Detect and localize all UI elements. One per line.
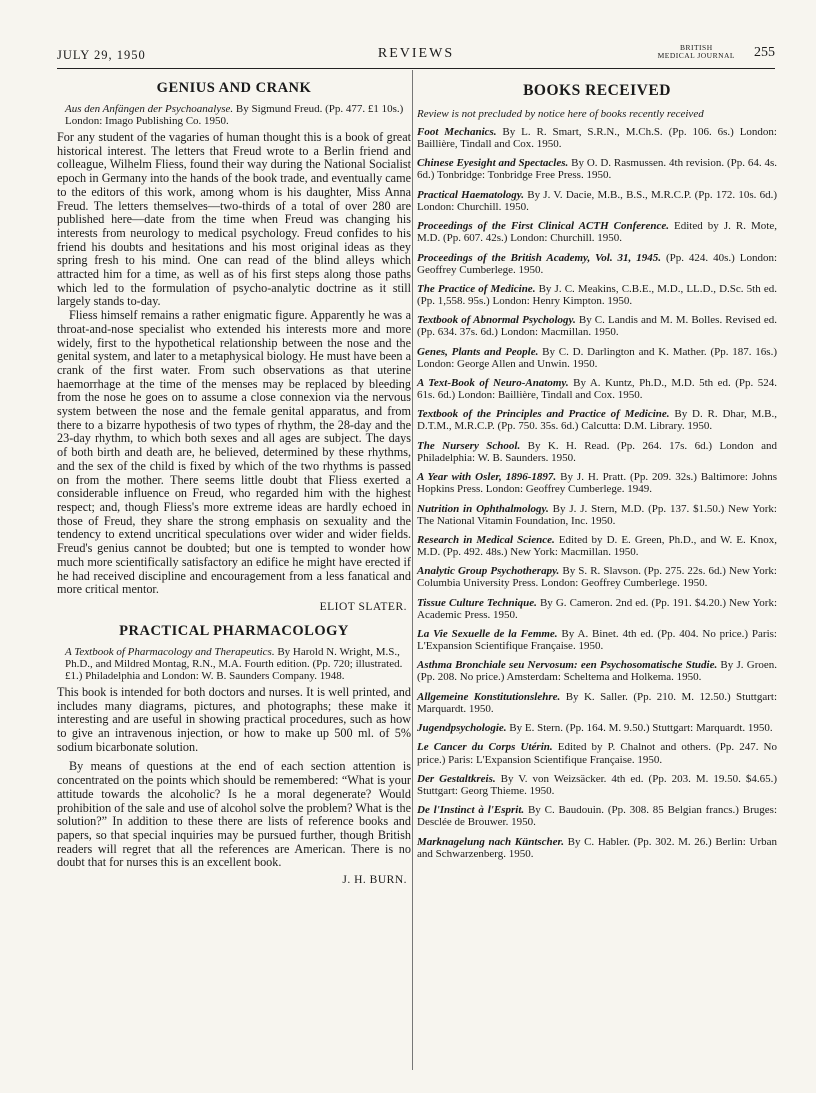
left-column [57, 76, 411, 896]
journal-name-line1: BRITISH [679, 43, 713, 52]
right-column [417, 76, 777, 867]
book-entry-details: By J. J. Stern, M.D. (Pp. 137. $1.50.) New York: The National Vitamin Foundation, Inc. 1950. [417, 502, 777, 527]
review2-paragraph: By means of questions at the end of each section attention is concentrated on the points which should be remembered: “What is your attitude towards the alcoholic? Is he a moral degenerate? Would prohibition of the sale and use of alcohol solve the problem? What is the solution?” In addition to these there are lists of reference books and papers, so that special inquiries may be pursued further, though British readers will regret that all the references are American. There is no doubt that for nurses this is an excellent book. [57, 759, 411, 870]
book-entry-details: By D. R. Dhar, M.B., D.T.M., M.R.C.P. (Pp. 750. 35s. 6d.) Calcutta: D.M. Library. 1950. [417, 408, 777, 433]
book-entry-details: By S. R. Slavson. (Pp. 275. 22s. 6d.) New York: Columbia University Press. London: Geoffrey Cumberlege. 1950. [417, 565, 777, 590]
book-entry [417, 346, 777, 370]
review2-book-details: By Harold N. Wright, M.S., Ph.D., and Mildred Montag, R.N., M.A. Fourth edition. (Pp. 720; illustrated. £1.) Philadelphia and London: W. B. Saunders Company. 1948. [65, 645, 403, 682]
book-entry [417, 408, 777, 432]
book-entry-details: Edited by P. Chalnot and others. (Pp. 247. No price.) Paris: L'Expansion Scientifique Française. 1950. [417, 741, 777, 766]
review1-signature: ELIOT SLATER. [319, 600, 407, 613]
book-entry-details: By C. Baudouin. (Pp. 308. 85 Belgian francs.) Bruges: Desclée de Brouwer. 1950. [417, 804, 777, 829]
book-entry [417, 126, 777, 150]
book-entry [417, 741, 777, 765]
book-entry-title: Der Gestaltkreis. [417, 772, 496, 785]
book-entry-title: La Vie Sexuelle de la Femme. [417, 628, 558, 640]
books-received-note: Review is not precluded by notice here of books recently received [417, 108, 704, 120]
review1-paragraph: For any student of the vagaries of human thought this is a book of great historical interest. The letters that Freud wrote to a Berlin friend and colleague, Wilhelm Fliess, found their way during the National Socialist epoch in Germany into the hands of the book trade, and eventually came to the editors of this work, among whom is his daughter, Miss Anna Freud. The letters themselves—two-thirds of a total of over 280 are published here—date from the time when Freud was changing his interests from neurology to medical psychology. Freud confides to his friend his doubts and hesitations and his most original ideas as they spring fresh to his mind. One can read of the blind alleys which attracted him for a time, as well as of his first steps along those paths which led to the formulation of psycho-analytic doctrine as it still largely stands to-day. [57, 130, 411, 309]
book-entry-details: By J. V. Dacie, M.B., B.S., M.R.C.P. (Pp. 172. 10s. 6d.) London: Churchill. 1950. [417, 188, 777, 213]
section-title: REVIEWS [377, 46, 455, 61]
book-entry-details: By C. Habler. (Pp. 302. M. 26.) Berlin: Urban and Schwarzenberg. 1950. [417, 835, 777, 860]
journal-name-line2: MEDICAL JOURNAL [657, 51, 735, 60]
book-entry-title: Tissue Culture Technique. [417, 596, 537, 609]
book-entry-details: By C. D. Darlington and K. Mather. (Pp. 187. 16s.) London: George Allen and Unwin. 1950. [417, 345, 778, 370]
book-entry [417, 189, 777, 213]
book-entry [417, 283, 777, 307]
book-entry [417, 503, 777, 527]
book-entry-details: By C. Landis and M. M. Bolles. Revised ed. (Pp. 634. 37s. 6d.) London: Macmillan. 1950. [417, 314, 777, 339]
book-entry-details: By A. Kuntz, Ph.D., M.D. 5th ed. (Pp. 524. 61s. 6d.) London: Baillière, Tindall and Cox. 1950. [417, 377, 777, 402]
book-entry-details: By V. von Weizsäcker. 4th ed. (Pp. 203. M. 19.50. $4.65.) Stuttgart: Georg Thieme. 1950. [417, 772, 778, 797]
book-entry [417, 691, 777, 715]
book-entry [417, 471, 777, 495]
book-entry-title: Textbook of Abnormal Psychology. [417, 314, 576, 327]
book-entry [417, 157, 777, 181]
book-entry-details: Edited by J. R. Mote, M.D. (Pp. 607. 42s.) London: Churchill. 1950. [417, 220, 777, 245]
book-entry [417, 804, 777, 828]
book-entry-title: Marknagelung nach Küntscher. [417, 835, 564, 848]
book-entry [417, 314, 777, 338]
journal-name [658, 44, 735, 60]
book-entry-title: Analytic Group Psychotherapy. [417, 565, 560, 578]
book-entry-details: By L. R. Smart, S.R.N., M.Ch.S. (Pp. 106. 6s.) London: Baillière, Tindall and Cox. 1950. [417, 126, 777, 151]
books-received-list [417, 126, 777, 860]
book-entry-details: By K. H. Read. (Pp. 264. 17s. 6d.) London and Philadelphia: W. B. Saunders. 1950. [417, 439, 778, 464]
books-received-heading: BOOKS RECEIVED [523, 82, 671, 99]
book-entry-title: Foot Mechanics. [417, 126, 497, 138]
page-header [57, 44, 775, 68]
review1-heading: GENIUS AND CRANK [156, 80, 312, 96]
book-entry-details: By G. Cameron. 2nd ed. (Pp. 191. $4.20.) New York: Academic Press. 1950. [417, 596, 778, 621]
review2-book-title: A Textbook of Pharmacology and Therapeutics. [65, 645, 275, 658]
book-entry-details: By O. D. Rasmussen. 4th revision. (Pp. 64. 4s. 6d.) Tonbridge: Tonbridge Free Press. 1950. [417, 157, 777, 182]
book-entry [417, 252, 777, 276]
book-entry-title: Allgemeine Konstitutionslehre. [417, 690, 561, 703]
column-divider [412, 70, 413, 1070]
book-entry-details: By J. C. Meakins, C.B.E., M.D., LL.D., D.Sc. 5th ed. (Pp. 1,558. 95s.) London: Henry Kimpton. 1950. [417, 282, 777, 307]
book-entry [417, 628, 777, 652]
book-entry-details: By J. Groen. (Pp. 208. No price.) Amsterdam: Scheltema and Holkema. 1950. [417, 659, 777, 684]
book-entry [417, 440, 777, 464]
review1-bibliography [65, 103, 411, 127]
page-number: 255 [754, 45, 775, 60]
book-entry [417, 836, 777, 860]
book-entry-title: Proceedings of the British Academy, Vol. 31, 1945. [417, 251, 661, 264]
review1-book-details: By Sigmund Freud. (Pp. 477. £1 10s.) London: Imago Publishing Co. 1950. [65, 103, 404, 127]
header-rule [57, 68, 775, 69]
book-entry-title: De l'Instinct à l'Esprit. [417, 804, 525, 817]
book-entry-title: Chinese Eyesight and Spectacles. [417, 157, 569, 170]
book-entry [417, 722, 777, 734]
book-entry-title: Le Cancer du Corps Utérin. [417, 741, 553, 754]
book-entry-details: By K. Saller. (Pp. 210. M. 12.50.) Stuttgart: Marquardt. 1950. [417, 690, 778, 715]
book-entry-title: Research in Medical Science. [417, 533, 555, 546]
book-entry-details: (Pp. 424. 40s.) London: Geoffrey Cumberlege. 1950. [417, 251, 778, 276]
book-entry-title: A Text-Book of Neuro-Anatomy. [417, 377, 569, 389]
review1-book-title: Aus den Anfängen der Psychoanalyse. [65, 103, 234, 115]
review2-signature: J. H. BURN. [342, 874, 407, 887]
book-entry [417, 659, 777, 683]
book-entry-title: Proceedings of the First Clinical ACTH Conference. [417, 220, 669, 233]
book-entry-title: The Practice of Medicine. [417, 282, 536, 295]
review2-paragraph: This book is intended for both doctors and nurses. It is well printed, and includes many diagrams, pictures, and photographs; these make it interesting and are useful in showing practical procedures, such as how to give an intravenous injection, or how to make up 500 ml. of 5% sodium bicarbonate solution. [57, 684, 411, 754]
book-entry [417, 773, 777, 797]
book-entry-title: Asthma Bronchiale seu Nervosum: een Psychosomatische Studie. [417, 659, 718, 672]
book-entry [417, 565, 777, 589]
book-entry-title: The Nursery School. [417, 439, 521, 452]
book-entry [417, 534, 777, 558]
book-entry-title: Practical Haematology. [417, 188, 524, 201]
book-entry-details: By A. Binet. 4th ed. (Pp. 404. No price.) Paris: L'Expansion Scientifique Française. 1950. [417, 628, 777, 653]
book-entry [417, 377, 777, 401]
book-entry-title: Nutrition in Ophthalmology. [417, 502, 549, 515]
book-entry-title: Textbook of the Principles and Practice of Medicine. [417, 408, 670, 421]
review2-heading: PRACTICAL PHARMACOLOGY [119, 622, 349, 639]
book-entry-title: Genes, Plants and People. [417, 345, 539, 358]
book-entry-title: A Year with Osler, 1896-1897. [417, 471, 557, 484]
book-entry-details: By J. H. Pratt. (Pp. 209. 32s.) Baltimore: Johns Hopkins Press. London: Geoffrey Cumberlege. 1949. [417, 471, 778, 496]
book-entry-title: Jugendpsychologie. [417, 722, 507, 735]
review2-bibliography [65, 646, 411, 682]
book-entry [417, 220, 777, 244]
book-entry-details: Edited by D. E. Green, Ph.D., and W. E. Knox, M.D. (Pp. 492. 48s.) New York: Macmillan. 1950. [417, 533, 777, 558]
review1-paragraph: Fliess himself remains a rather enigmatic figure. Apparently he was a throat-and-nose specialist who extended his interests more and more widely, first to the hypothetical relationship between the nose and the genital system, and later to a metaphysical biology. He must have been a crank of the first water. From such observations as that uterine haemorrhage at the time of the menses may be replaced by bleeding from the nose he goes on to assume a close connexion via the nervous system between the nose and the female genital apparatus, and from there to a bizarre hypothesis of two types of rhythm, the 28-day and the 23-day rhythm, to which both sexes and all ages are subject. The days of both birth and death are, he believed, determined by these rhythms, and the sex of the child is fixed by which of the two rhythms is passed on from the mother. There seems little doubt that Fliess exerted a considerable influence on Freud, who regarded him with the highest respect; and, though Fliess's more extreme ideas are hardly echoed in those of Freud, they share the strong emphasis on sexuality and the tendency to extend uncritical speculations over wider and wider fields. Freud's genius cannot be doubted; but one is tempted to wonder how much more scientifically satisfactory an edifice he might have erected if he had received discipline and encouragement from a less fanatical and more critical mentor. [57, 308, 411, 597]
book-entry [417, 597, 777, 621]
book-entry-details: By E. Stern. (Pp. 164. M. 9.50.) Stuttgart: Marquardt. 1950. [506, 722, 773, 735]
issue-date: JULY 29, 1950 [57, 48, 146, 62]
